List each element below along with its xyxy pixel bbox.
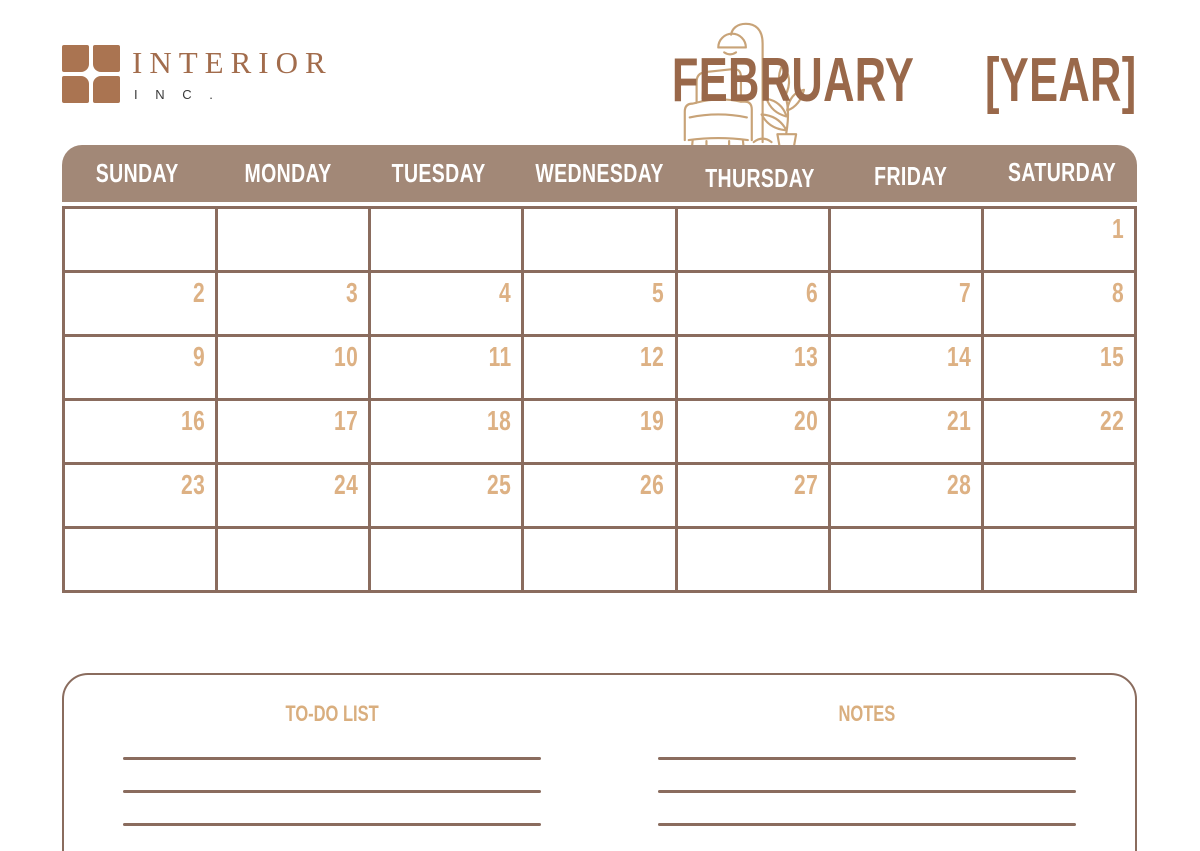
calendar-cell [217,208,370,272]
weekday-monday: MONDAY [244,158,332,188]
calendar-cell: 21 [829,400,982,464]
ruled-line [123,823,541,826]
calendar-cell: 15 [982,336,1135,400]
todo-title: TO-DO LIST [285,701,379,726]
calendar-grid [62,206,1137,593]
calendar-cell: 5 [523,272,676,336]
calendar-cell [829,208,982,272]
logo-square [93,45,120,72]
page-title [568,46,1137,115]
calendar-week-row [64,272,1136,336]
weekday-friday: FRIDAY [874,161,948,191]
weekday-saturday: SATURDAY [1007,156,1116,187]
calendar-cell [523,208,676,272]
calendar-cell: 14 [829,336,982,400]
calendar-cell [64,208,217,272]
calendar-cell: 16 [64,400,217,464]
calendar-cell: 12 [523,336,676,400]
logo-square [62,76,89,103]
title-month: FEBRUARY [672,46,915,115]
calendar-cell: 24 [217,464,370,528]
calendar-cell: 8 [982,272,1135,336]
calendar-cell [64,528,217,592]
ruled-line [658,823,1076,826]
calendar-week-row [64,336,1136,400]
ruled-line [123,757,541,760]
calendar-cell [982,464,1135,528]
calendar-cell: 9 [64,336,217,400]
calendar-cell: 22 [982,400,1135,464]
calendar-cell: 11 [370,336,523,400]
brand-logo [62,45,333,103]
calendar-cell: 17 [217,400,370,464]
weekday-tuesday: TUESDAY [391,158,486,188]
ruled-line [658,790,1076,793]
calendar-cell: 1 [982,208,1135,272]
calendar-cell [676,528,829,592]
calendar-week-row [64,400,1136,464]
calendar-cell: 3 [217,272,370,336]
logo-square [62,45,89,72]
notes-panel [62,673,1137,851]
brand-text [132,45,333,102]
calendar-cell: 10 [217,336,370,400]
weekday-sunday: SUNDAY [95,158,179,188]
calendar-cell: 18 [370,400,523,464]
calendar-cell [829,528,982,592]
calendar-cell [523,528,676,592]
ruled-line [658,757,1076,760]
calendar-cell [370,208,523,272]
calendar-cell: 7 [829,272,982,336]
calendar-cell [217,528,370,592]
logo-square [93,76,120,103]
calendar-cell: 4 [370,272,523,336]
calendar-cell: 23 [64,464,217,528]
calendar-cell: 2 [64,272,217,336]
calendar-week-row [64,208,1136,272]
brand-suffix: I N C . [134,87,220,102]
calendar [62,145,1137,593]
calendar-weekday-header [62,145,1137,202]
calendar-cell: 6 [676,272,829,336]
brand-name: INTERIOR [132,45,333,80]
weekday-wednesday: WEDNESDAY [535,158,664,188]
calendar-cell: 26 [523,464,676,528]
calendar-cell [982,528,1135,592]
notes-title: NOTES [838,701,896,726]
ruled-line [123,790,541,793]
calendar-week-row [64,464,1136,528]
notes-section [600,675,1136,851]
weekday-thursday: THURSDAY [705,162,816,193]
logo-squares-icon [62,45,120,103]
calendar-cell: 19 [523,400,676,464]
calendar-cell: 28 [829,464,982,528]
calendar-cell: 25 [370,464,523,528]
calendar-cell: 27 [676,464,829,528]
calendar-cell [676,208,829,272]
calendar-cell: 13 [676,336,829,400]
calendar-cell [370,528,523,592]
todo-section [64,675,600,851]
calendar-cell: 20 [676,400,829,464]
calendar-week-row [64,528,1136,592]
title-year: [YEAR] [985,46,1137,115]
